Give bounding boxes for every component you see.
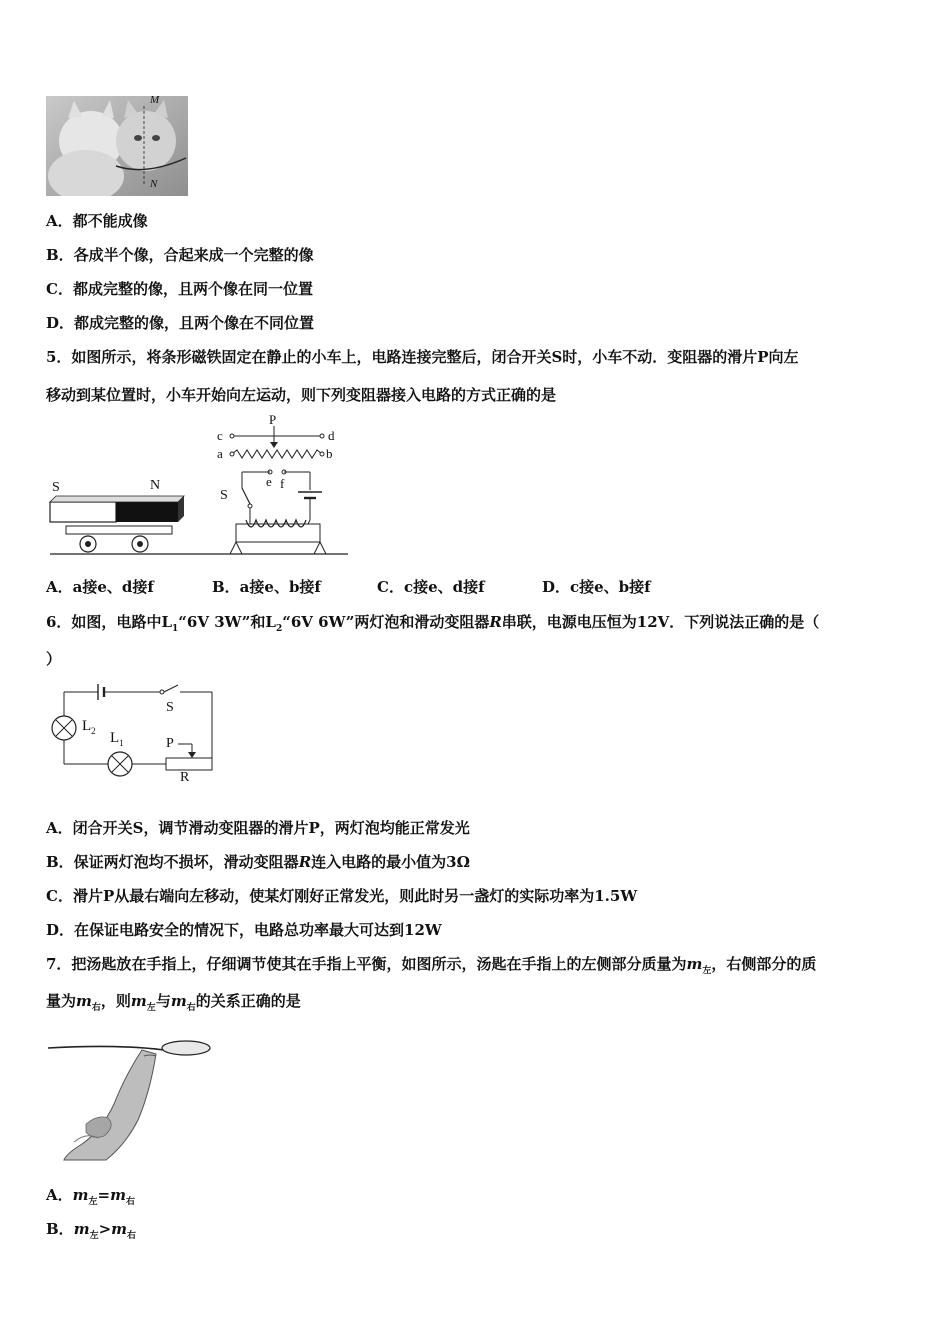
magnet-label-n: N [150, 478, 161, 493]
q4-option-b: B．各成半个像，合起来成一个完整的像 [46, 246, 314, 264]
q7-option-a-sub1: 左 [88, 1197, 98, 1207]
q6-stem-a: 6．如图，电路中L [46, 613, 172, 631]
q4-option-c: C．都成完整的像，且两个像在同一位置 [46, 280, 313, 298]
series-circuit-figure [46, 684, 216, 788]
terminal-label-d: d [328, 428, 335, 443]
q7-option-a-m2: m [110, 1186, 126, 1204]
q6-stem-line2: ） [46, 650, 62, 668]
q7-stem-line2 [46, 990, 301, 1013]
q7-sub-left-2: 左 [146, 1003, 156, 1013]
lamp-label-l1-text: L [110, 730, 120, 746]
q6-stem-b: “6V 3W”和L [178, 613, 276, 631]
q7-stem-line1 [46, 953, 816, 976]
magnet-cart-circuit-figure [46, 414, 356, 560]
q7-option-a-m1: m [72, 1186, 89, 1204]
q6-option-d: D．在保证电路安全的情况下，电路总功率最大可达到12W [46, 921, 442, 939]
q6-stem-sub2: 2 [275, 624, 283, 634]
q6-stem-line1 [46, 611, 819, 634]
q7-option-a [46, 1184, 135, 1207]
q7-stem-2b: ，则 [100, 992, 131, 1010]
lamp-label-l1-sub: 1 [119, 738, 124, 748]
q7-option-b-sub2: 右 [127, 1231, 137, 1241]
q5-option-c: C．c接e、d接f [377, 578, 485, 596]
q7-stem-post: ，右侧部分的质 [711, 955, 817, 973]
slider-label-p: P [269, 412, 277, 427]
q6-option-b-r: R [298, 853, 312, 871]
q7-option-b-m2: m [111, 1220, 128, 1238]
q7-m-left-1: m [686, 955, 703, 973]
terminal-label-b: b [326, 446, 333, 461]
q6-option-c: C．滑片P从最右端向左移动，使某灯刚好正常发光，则此时另一盏灯的实际功率为1.5W [46, 887, 638, 905]
q7-option-b-label: B． [46, 1220, 74, 1238]
mirror-label-m: M [150, 94, 160, 106]
switch-label-s6: S [166, 700, 174, 715]
q7-option-b-sub1: 左 [89, 1231, 99, 1241]
q5-option-b: B．a接e、b接f [212, 578, 321, 596]
q7-m-right-2: m [170, 992, 187, 1010]
q7-stem-2a: 量为 [46, 992, 77, 1010]
q7-option-b-rel: > [98, 1220, 112, 1238]
q4-option-a: A．都不能成像 [46, 212, 148, 230]
q6-stem-c: “6V 6W”两灯泡和滑动变阻器 [282, 613, 490, 631]
q6-stem-r: R [489, 613, 502, 631]
q7-sub-right-2: 右 [186, 1003, 196, 1013]
q6-stem-sub1: 1 [172, 624, 179, 634]
q7-sub-left-1: 左 [702, 966, 712, 976]
q7-stem-2d: 的关系正确的是 [195, 992, 301, 1010]
slider-label-p6: P [166, 736, 174, 751]
q5-option-d: D．c接e、b接f [542, 578, 651, 596]
q7-option-a-sub2: 右 [125, 1197, 135, 1207]
mirror-label-n: N [150, 178, 158, 190]
q7-sub-right-1: 右 [91, 1003, 101, 1013]
q6-option-a: A．闭合开关S，调节滑动变阻器的滑片P，两灯泡均能正常发光 [46, 819, 470, 837]
q7-option-a-label: A． [46, 1186, 73, 1204]
q6-option-b-pre: B．保证两灯泡均不损坏，滑动变阻器 [46, 853, 299, 871]
lamp-label-l2-text: L [82, 718, 92, 734]
lamp-label-l2 [82, 718, 96, 736]
q7-option-b-m1: m [73, 1220, 90, 1238]
q7-option-a-rel: = [97, 1186, 111, 1204]
terminal-label-c: c [217, 428, 223, 443]
terminal-label-a: a [217, 446, 223, 461]
terminal-label-e: e [266, 474, 272, 489]
switch-label-s: S [220, 488, 228, 503]
q7-option-b [46, 1218, 136, 1241]
q4-option-d: D．都成完整的像，且两个像在不同位置 [46, 314, 315, 332]
q6-option-b [46, 851, 470, 872]
q7-stem-2c: 与 [155, 992, 171, 1010]
q7-m-right-1: m [76, 992, 92, 1010]
terminal-label-f: f [280, 476, 285, 491]
rheostat-label-r: R [180, 770, 190, 785]
magnet-label-s: S [52, 480, 60, 495]
q6-stem-d: 串联，电源电压恒为12V．下列说法正确的是（ [501, 613, 820, 631]
q5-option-a: A．a接e、d接f [46, 578, 154, 596]
cat-mirror-figure [46, 96, 188, 196]
q5-stem-line1: 5．如图所示，将条形磁铁固定在静止的小车上，电路连接完整后，闭合开关S时，小车不动．变阻器的滑片P向左 [46, 348, 799, 366]
spoon-on-finger-figure [46, 1034, 216, 1162]
lamp-label-l1 [110, 730, 124, 748]
q7-stem-pre: 7．把汤匙放在手指上，仔细调节使其在手指上平衡，如图所示，汤匙在手指上的左侧部分质量为 [46, 955, 687, 973]
q7-m-left-2: m [130, 992, 147, 1010]
q5-stem-line2: 移动到某位置时，小车开始向左运动，则下列变阻器接入电路的方式正确的是 [46, 386, 557, 404]
q6-option-b-post: 连入电路的最小值为3Ω [311, 853, 470, 871]
lamp-label-l2-sub: 2 [91, 726, 96, 736]
